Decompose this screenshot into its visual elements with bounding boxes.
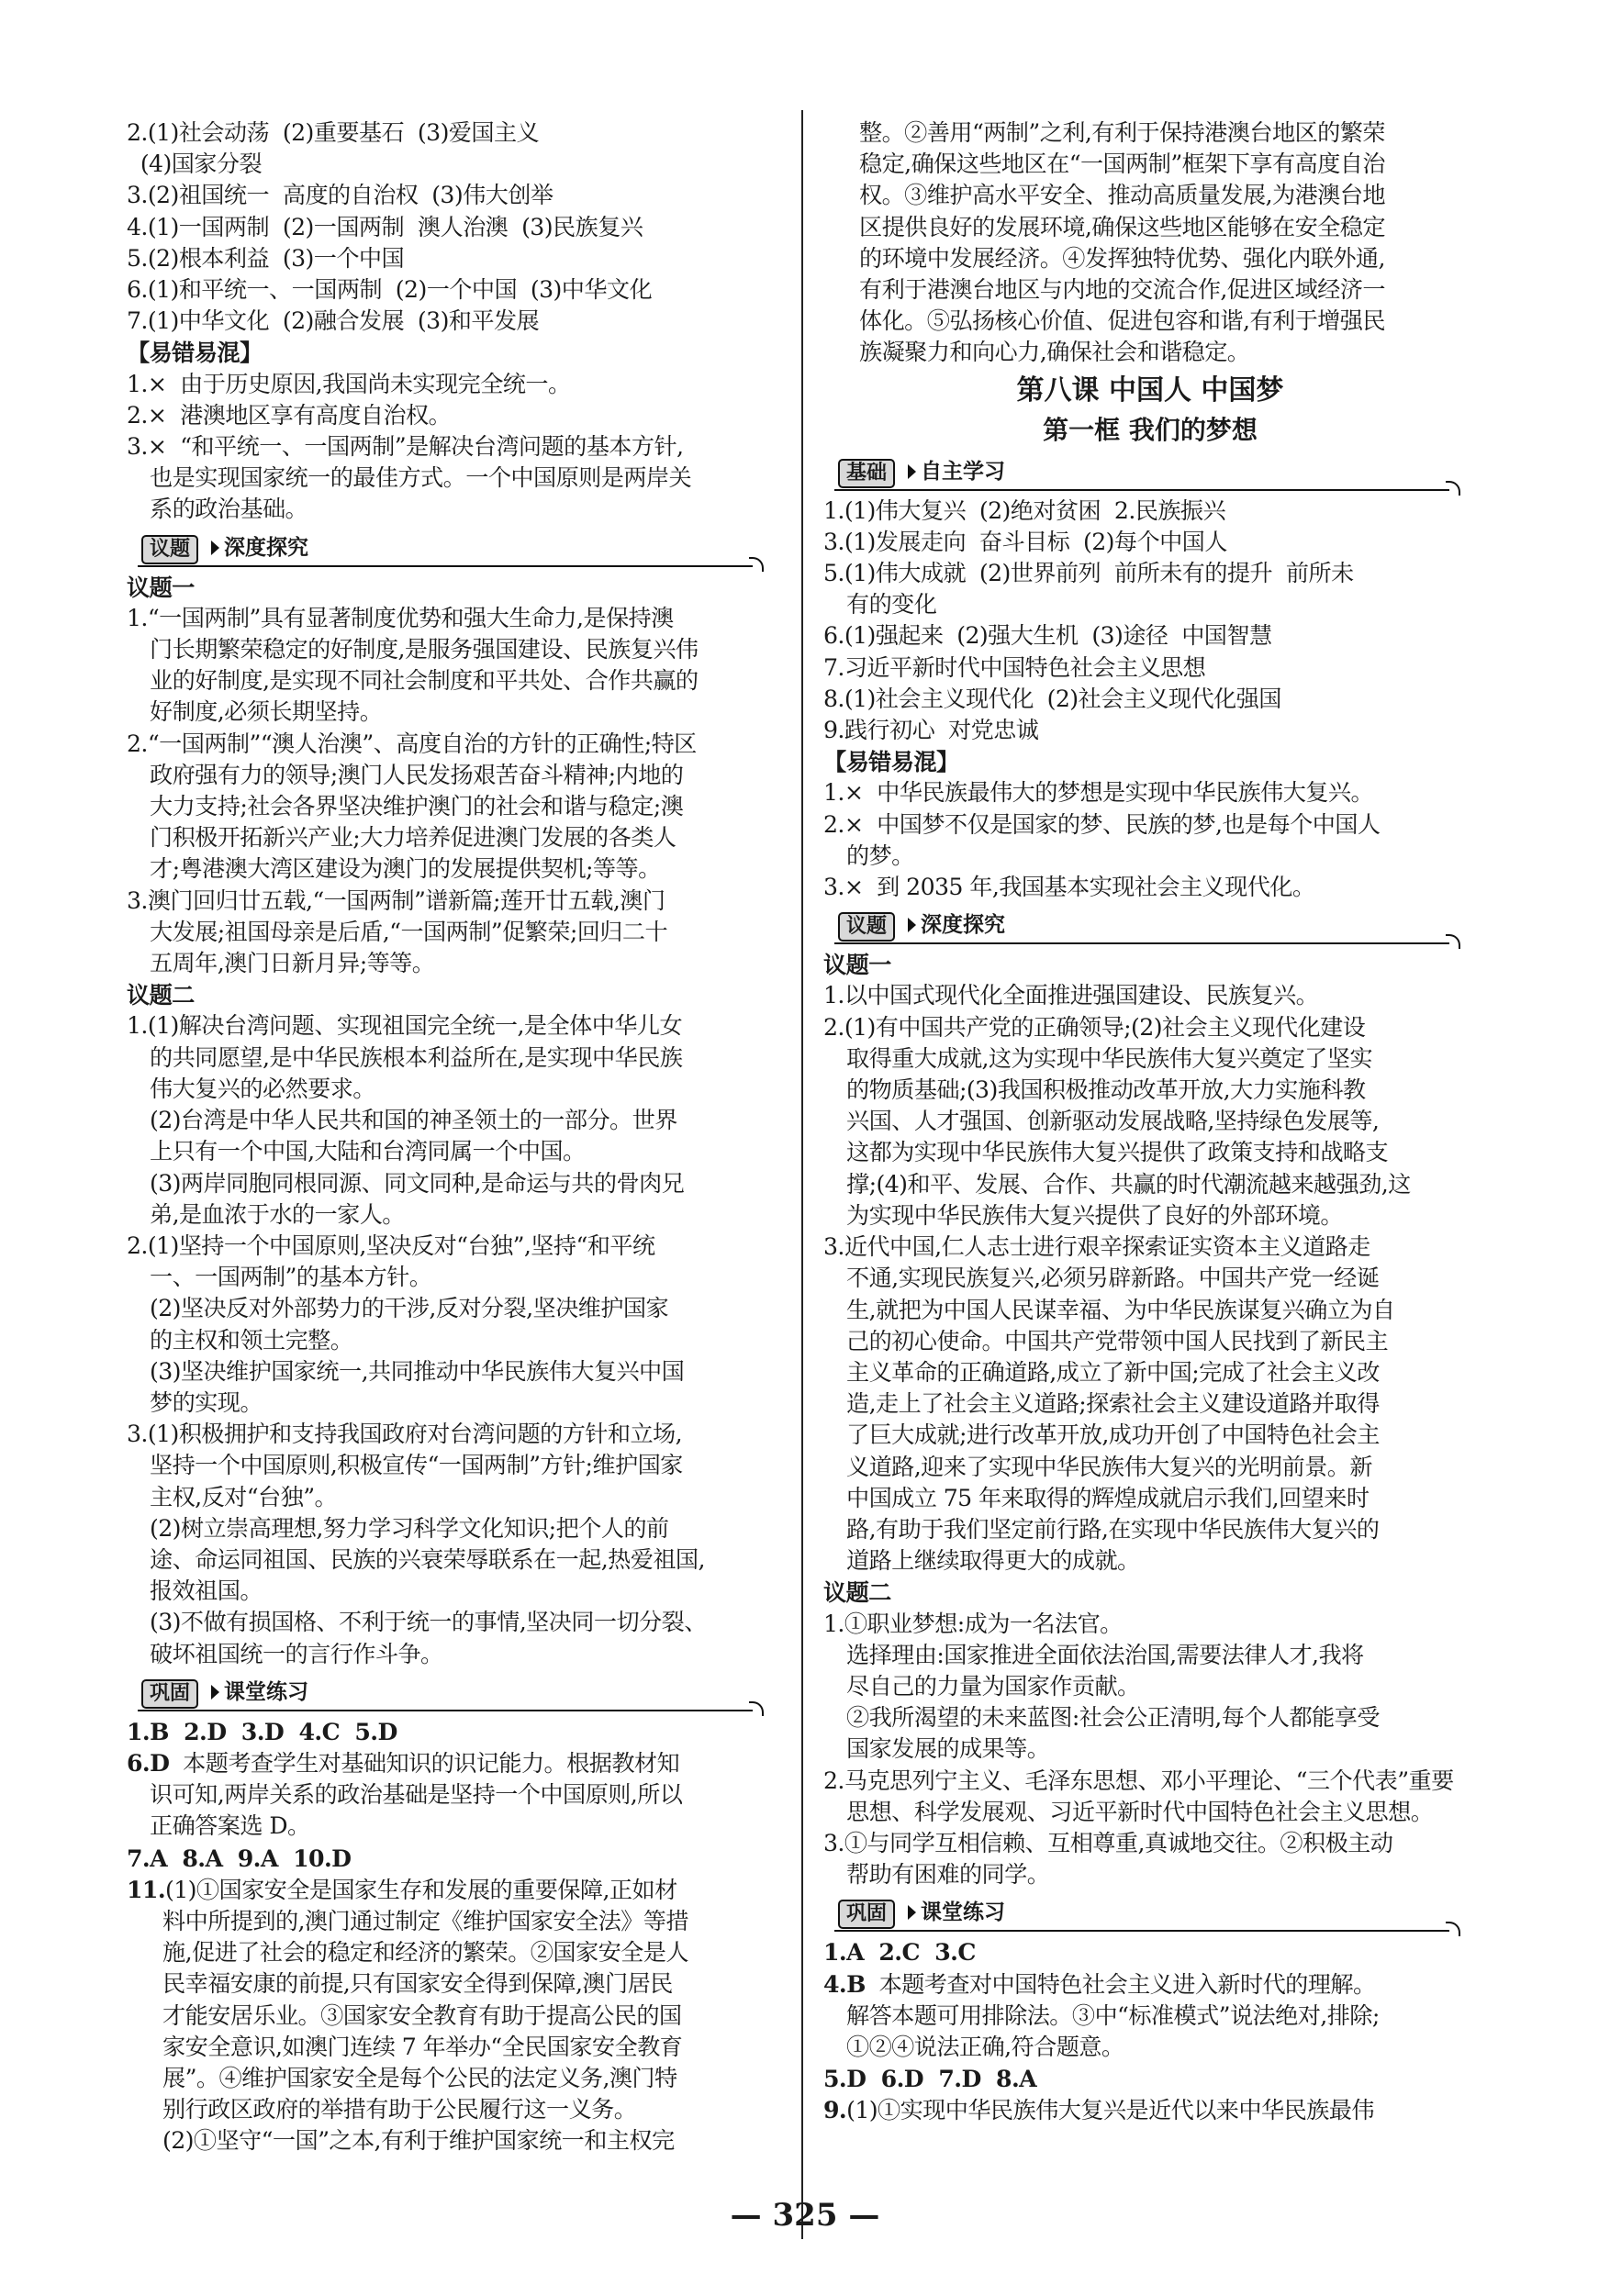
text-line: 整。②善用“两制”之利,有利于保持港澳台地区的繁荣 [859,119,1385,146]
section-class-practice [823,1896,1477,1933]
section-badge: 巩固 [141,1679,198,1709]
text-line: 料中所提到的,澳门通过制定《维护国家安全法》等措 [162,1907,688,1934]
text-line: 2.× 港澳地区享有高度自治权。 [127,401,452,429]
arrow-icon [908,464,916,479]
topic-item [127,1293,780,1355]
section-badge: 议题 [838,912,895,942]
text-line: (3)坚决维护国家统一,共同推动中华民族伟大复兴中国 [150,1357,685,1385]
section-title: 自主学习 [921,459,1005,484]
section-underline [138,565,753,567]
text-line: 7.习近平新时代中国特色社会主义思想 [823,653,1206,681]
text-line: 3.× “和平统一、一国两制”是解决台湾问题的基本方针, [127,433,684,461]
text-line: 解答本题可用排除法。③中“标准模式”说法绝对,排除; [846,2001,1380,2029]
topic-item [127,1607,780,1669]
topic-item [127,1105,780,1167]
text-line: 展”。④维护国家安全是每个公民的法定义务,澳门特 [162,2064,677,2091]
text-line: 为实现中华民族伟大复兴提供了良好的外部环境。 [846,1201,1343,1229]
section-badge: 基础 [838,459,895,488]
practice-answers: 5.D 6.D 7.D 8.A [823,2065,1037,2093]
text-line: 3.①与同学互相信赖、互相尊重,真诚地交往。②积极主动 [823,1829,1393,1856]
text-line: 民幸福安康的前提,只有国家安全得到保障,澳门居民 [162,1970,673,1998]
text-line: 大力支持;社会各界坚决维护澳门的社会和谐与稳定;澳 [150,793,684,820]
topic-item [127,1356,780,1419]
left-column [127,117,780,2157]
text-line: 识可知,两岸关系的政治基础是坚持一个中国原则,所以 [150,1781,683,1809]
section-deep-inquiry [823,908,1477,945]
text-line: 五周年,澳门日新月异;等等。 [150,950,435,977]
text-line: 才;粤港澳大湾区建设为澳门的发展提供契机;等等。 [150,855,661,883]
text-line [823,1968,1477,2001]
frame-title: 第一框 我们的梦想 [1043,414,1258,445]
text-line: ①②④说法正确,符合题意。 [846,2033,1124,2060]
text-line: (2)树立崇高理想,努力学习科学文化知识;把个人的前 [150,1514,669,1542]
text-line: 选择理由:国家推进全面依法治国,需要法律人才,我将 [846,1641,1364,1668]
text-line: 1.× 中华民族最伟大的梦想是实现中华民族伟大复兴。 [823,779,1374,807]
text-line: 撑;(4)和平、发展、合作、共赢的时代潮流越来越强劲,这 [846,1170,1411,1198]
section-deep-inquiry [127,531,780,568]
text-line: 的物质基础;(3)我国积极推动改革开放,大力实施科教 [846,1076,1366,1104]
curl-ornament-icon [1446,481,1460,496]
curl-ornament-icon [749,1701,764,1716]
section-underline [834,489,1449,491]
text-line: 1.①职业梦想:成为一名法官。 [823,1610,1123,1637]
text-line: 政府强有力的领导;澳门人民发扬艰苦奋斗精神;内地的 [150,761,684,788]
text-line: 取得重大成就,这为实现中华民族伟大复兴奠定了坚实 [846,1044,1372,1072]
topic-item [823,1828,1477,1890]
column-divider [801,110,803,2239]
text-line: 生,就把为中国人民谋幸福、为中华民族谋复兴确立为自 [846,1296,1395,1323]
topic-item [823,1012,1477,1232]
question-11 [127,1874,780,2157]
topic-item [127,886,780,980]
text-line: 兴国、人才强国、创新驱动发展战略,坚持绿色发展等, [846,1108,1380,1135]
text-line: 2.(1)坚持一个中国原则,坚决反对“台独”,坚持“和平统 [127,1232,655,1259]
intro-answers [127,117,780,337]
text-line: 施,促进了社会的稳定和经济的繁荣。②国家安全是人 [162,1939,688,1967]
yicuo-item [823,777,1477,808]
text-line: 己的初心使命。中国共产党带领中国人民找到了新民主 [846,1327,1389,1354]
section-underline [834,942,1449,944]
text-line: 5.(1)伟大成就 (2)世界前列 前所未有的提升 前所未 [823,560,1354,587]
text-line: 门积极开拓新兴产业;大力培养促进澳门发展的各类人 [150,824,676,852]
text-line: 3.(1)积极拥护和支持我国政府对台湾问题的方针和立场, [127,1421,683,1448]
arrow-icon [908,1905,916,1920]
section-self-study [823,455,1477,492]
text-line: ②我所渴望的未来蓝图:社会公正清明,每个人都能享受 [846,1704,1380,1732]
basic-answer [823,527,1477,558]
text-line: 梦的实现。 [150,1388,263,1416]
text-line: 的共同愿望,是中华民族根本利益所在,是实现中华民族 [150,1043,683,1071]
text-line: 有利于港澳台地区与内地的交流合作,促进区域经济一 [859,276,1385,304]
text-line: 区提供良好的发展环境,确保这些地区能够在安全稳定 [859,213,1385,240]
topic-item [823,980,1477,1011]
question-4 [823,1968,1477,2064]
curl-ornament-icon [1446,934,1460,949]
text-line: 报效祖国。 [150,1577,263,1605]
topic-item [127,1419,780,1513]
text-line: 大发展;祖国母亲是后盾,“一国两制”促繁荣;回归二十 [150,918,668,945]
text-line: 尽自己的力量为国家作贡献。 [846,1672,1140,1700]
text-line: 2.(1)社会动荡 (2)重要基石 (3)爱国主义 [127,119,540,146]
text-line: 破坏祖国统一的言行作斗争。 [150,1640,443,1667]
text-line: 6.(1)和平统一、一国两制 (2)一个中国 (3)中华文化 [127,276,653,304]
topic-item [127,603,780,729]
text-line: 主权,反对“台独”。 [150,1483,338,1510]
curl-ornament-icon [749,557,764,572]
curl-ornament-icon [1446,1922,1460,1936]
text-line: 1.(1)解决台湾问题、实现祖国完全统一,是全体中华儿女 [127,1012,683,1040]
practice-answers: 1.A 2.C 3.C [823,1938,976,1967]
section-title: 深度探究 [224,535,308,560]
text-line: 义道路,迎来了实现中华民族伟大复兴的光明前景。新 [846,1453,1372,1480]
section-underline [834,1930,1449,1932]
text-line: 3.澳门回归廿五载,“一国两制”谱新篇;莲开廿五载,澳门 [127,886,665,914]
text-line: 了巨大成就;进行改革开放,成功开创了中国特色社会主 [846,1421,1380,1449]
text-line: 正确答案选 D。 [150,1812,310,1840]
yicuo-item [823,872,1477,903]
text-line: 1.以中国式现代化全面推进强国建设、民族复兴。 [823,982,1319,1009]
text-line: (3)两岸同胞同根同源、同文同种,是命运与共的骨肉兄 [150,1169,685,1197]
basic-answer [823,620,1477,652]
text-line: 造,走上了社会主义道路;探索社会主义建设道路并取得 [846,1390,1380,1418]
text-line: 上只有一个中国,大陆和台湾同属一个中国。 [150,1138,586,1165]
topic-heading: 议题一 [127,573,195,601]
text-line: 2.“一国两制”“澳人治澳”、高度自治的方针的正确性;特区 [127,730,697,757]
arrow-icon [211,541,219,555]
yicuo-heading: 【易错易混】 [823,748,959,776]
basic-answer [823,558,1477,620]
text-line: 2.(1)有中国共产党的正确领导;(2)社会主义现代化建设 [823,1013,1366,1041]
answer-text: (1)①实现中华民族伟大复兴是近代以来中华民族最伟 [846,2097,1374,2124]
topic-item [127,1231,780,1293]
text-line: 的主权和领土完整。 [150,1326,353,1354]
topic-heading: 议题二 [127,981,195,1009]
text-line: 也是实现国家统一的最佳方式。一个中国原则是两岸关 [150,464,692,492]
lesson-title: 第八课 中国人 中国梦 [1016,373,1284,407]
question-number: 4.B [823,1969,866,1998]
text-line: 1.× 由于历史原因,我国尚未实现完全统一。 [127,370,571,397]
text-line: 的环境中发展经济。④发挥独特优势、强化内联外通, [859,244,1385,272]
text-line: 这都为实现中华民族伟大复兴提供了政策支持和战略支 [846,1139,1389,1166]
text-line: 稳定,确保这些地区在“一国两制”框架下享有高度自治 [859,150,1385,178]
question-number: 9. [823,2096,847,2124]
text-line: 帮助有困难的同学。 [846,1861,1050,1889]
text-line: 3.× 到 2035 年,我国基本实现社会主义现代化。 [823,874,1315,901]
text-line [127,1747,780,1779]
arrow-icon [211,1685,219,1700]
right-column [823,117,1477,2127]
text-line: (2)①坚守“一国”之本,有利于维护国家统一和主权完 [162,2127,675,2155]
section-class-practice [127,1676,780,1712]
text-line: 门长期繁荣稳定的好制度,是服务强国建设、民族复兴伟 [150,636,699,663]
text-line: 3.(2)祖国统一 高度的自治权 (3)伟大创举 [127,182,553,209]
arrow-icon [908,918,916,932]
topic-item [823,1609,1477,1640]
text-line: 才能安居乐业。③国家安全教育有助于提高公民的国 [162,2001,682,2029]
text-line [127,1874,780,1906]
text-line: 2.× 中国梦不仅是国家的梦、民族的梦,也是每个中国人 [823,810,1381,838]
question-number: 6.D [127,1748,170,1777]
text-line: 一、一国两制”的基本方针。 [150,1264,432,1291]
text-line: 体化。⑤弘扬核心价值、促进包容和谐,有利于增强民 [859,307,1385,335]
text-line: 6.(1)强起来 (2)强大生机 (3)途径 中国智慧 [823,622,1272,650]
text-line: 8.(1)社会主义现代化 (2)社会主义现代化强国 [823,685,1281,712]
text-line: 2.马克思列宁主义、毛泽东思想、邓小平理论、“三个代表”重要 [823,1767,1454,1794]
continued-answer [823,117,1477,369]
text-line: (2)台湾是中华人民共和国的神圣领土的一部分。世界 [150,1107,677,1134]
text-line: 3.(1)发展走向 奋斗目标 (2)每个中国人 [823,528,1227,555]
text-line: 族凝聚力和向心力,确保社会和谐稳定。 [859,339,1250,366]
text-line: (4)国家分裂 [127,150,263,178]
yicuo-item [127,400,780,431]
topic-item [127,1168,780,1231]
text-line: 有的变化 [846,591,937,619]
section-title: 深度探究 [921,913,1005,938]
text-line: 国家发展的成果等。 [846,1735,1050,1763]
topic-item [127,1010,780,1105]
text-line: 5.(2)根本利益 (3)一个中国 [127,244,405,272]
question-number: 11. [127,1875,166,1903]
topic-item [823,1702,1477,1765]
text-line: 思想、科学发展观、习近平新时代中国特色社会主义思想。 [846,1798,1434,1825]
text-line: 4.(1)一国两制 (2)一国两制 澳人治澳 (3)民族复兴 [127,213,643,240]
text-line: 业的好制度,是实现不同社会制度和平共处、合作共赢的 [150,667,699,695]
text-line: 3.近代中国,仁人志士进行艰辛探索证实资本主义道路走 [823,1233,1370,1261]
topic-item [127,729,780,886]
text-line: 9.践行初心 对党忠诚 [823,717,1039,744]
text-line: 1.(1)伟大复兴 (2)绝对贫困 2.民族振兴 [823,496,1226,524]
section-badge: 巩固 [838,1900,895,1929]
topic-heading: 议题二 [823,1578,891,1607]
text-line: 伟大复兴的必然要求。 [150,1075,375,1102]
topic-item [823,1232,1477,1577]
topic-item [823,1766,1477,1828]
yicuo-item [823,809,1477,872]
answer-text: 本题考查对中国特色社会主义进入新时代的理解。 [865,1970,1376,1998]
text-line: 别行政区政府的举措有助于公民履行这一义务。 [162,2096,637,2123]
text-line [823,2094,1477,2126]
answer-text: (1)①国家安全是国家生存和发展的重要保障,正如材 [165,1876,677,1903]
page-number: — 325 — [730,2197,880,2234]
section-title: 课堂练习 [921,1900,1005,1925]
text-line: 的梦。 [846,841,914,869]
text-line: (2)坚决反对外部势力的干涉,反对分裂,坚决维护国家 [150,1295,669,1322]
topic-item [127,1513,780,1608]
text-line: 途、命运同祖国、民族的兴衰荣辱联系在一起,热爱祖国, [150,1545,705,1573]
text-line: 系的政治基础。 [150,496,308,523]
text-line: (3)不做有损国格、不利于统一的事情,坚决同一切分裂、 [150,1609,707,1636]
text-line: 坚持一个中国原则,积极宣传“一国两制”方针;维护国家 [150,1452,683,1479]
text-line: 不通,实现民族复兴,必须另辟新路。中国共产党一经诞 [846,1265,1380,1292]
question-9 [823,2094,1477,2126]
question-6 [127,1747,780,1843]
section-title: 课堂练习 [224,1679,308,1704]
text-line: 道路上继续取得更大的成就。 [846,1547,1140,1575]
basic-answer [823,652,1477,684]
yicuo-heading: 【易错易混】 [127,339,263,367]
yicuo-item [127,369,780,400]
basic-answer [823,684,1477,715]
text-line: 1.“一国两制”具有显著制度优势和强大生命力,是保持澳 [127,604,674,631]
topic-heading: 议题一 [823,951,891,979]
yicuo-item [127,431,780,526]
section-underline [138,1710,753,1711]
text-line: 好制度,必须长期坚持。 [150,698,383,726]
practice-answers: 1.B 2.D 3.D 4.C 5.D [127,1717,397,1745]
text-line: 权。③维护高水平安全、推动高质量发展,为港澳台地 [859,182,1385,209]
basic-answer [823,496,1477,527]
text-line: 弟,是血浓于水的一家人。 [150,1200,405,1228]
text-line: 家安全意识,如澳门连续 7 年举办“全民国家安全教育 [162,2033,683,2060]
text-line: 中国成立 75 年来取得的辉煌成就启示我们,回望来时 [846,1484,1370,1511]
text-line: 7.(1)中华文化 (2)融合发展 (3)和平发展 [127,307,540,335]
section-badge: 议题 [141,535,198,564]
text-line: 路,有助于我们坚定前行路,在实现中华民族伟大复兴的 [846,1515,1380,1543]
basic-answer [823,715,1477,746]
text-line: 主义革命的正确道路,成立了新中国;完成了社会主义改 [846,1358,1380,1386]
practice-answers: 7.A 8.A 9.A 10.D [127,1844,352,1872]
topic-item [823,1640,1477,1702]
answer-text: 本题考查学生对基础知识的识记能力。根据教材知 [169,1749,680,1777]
